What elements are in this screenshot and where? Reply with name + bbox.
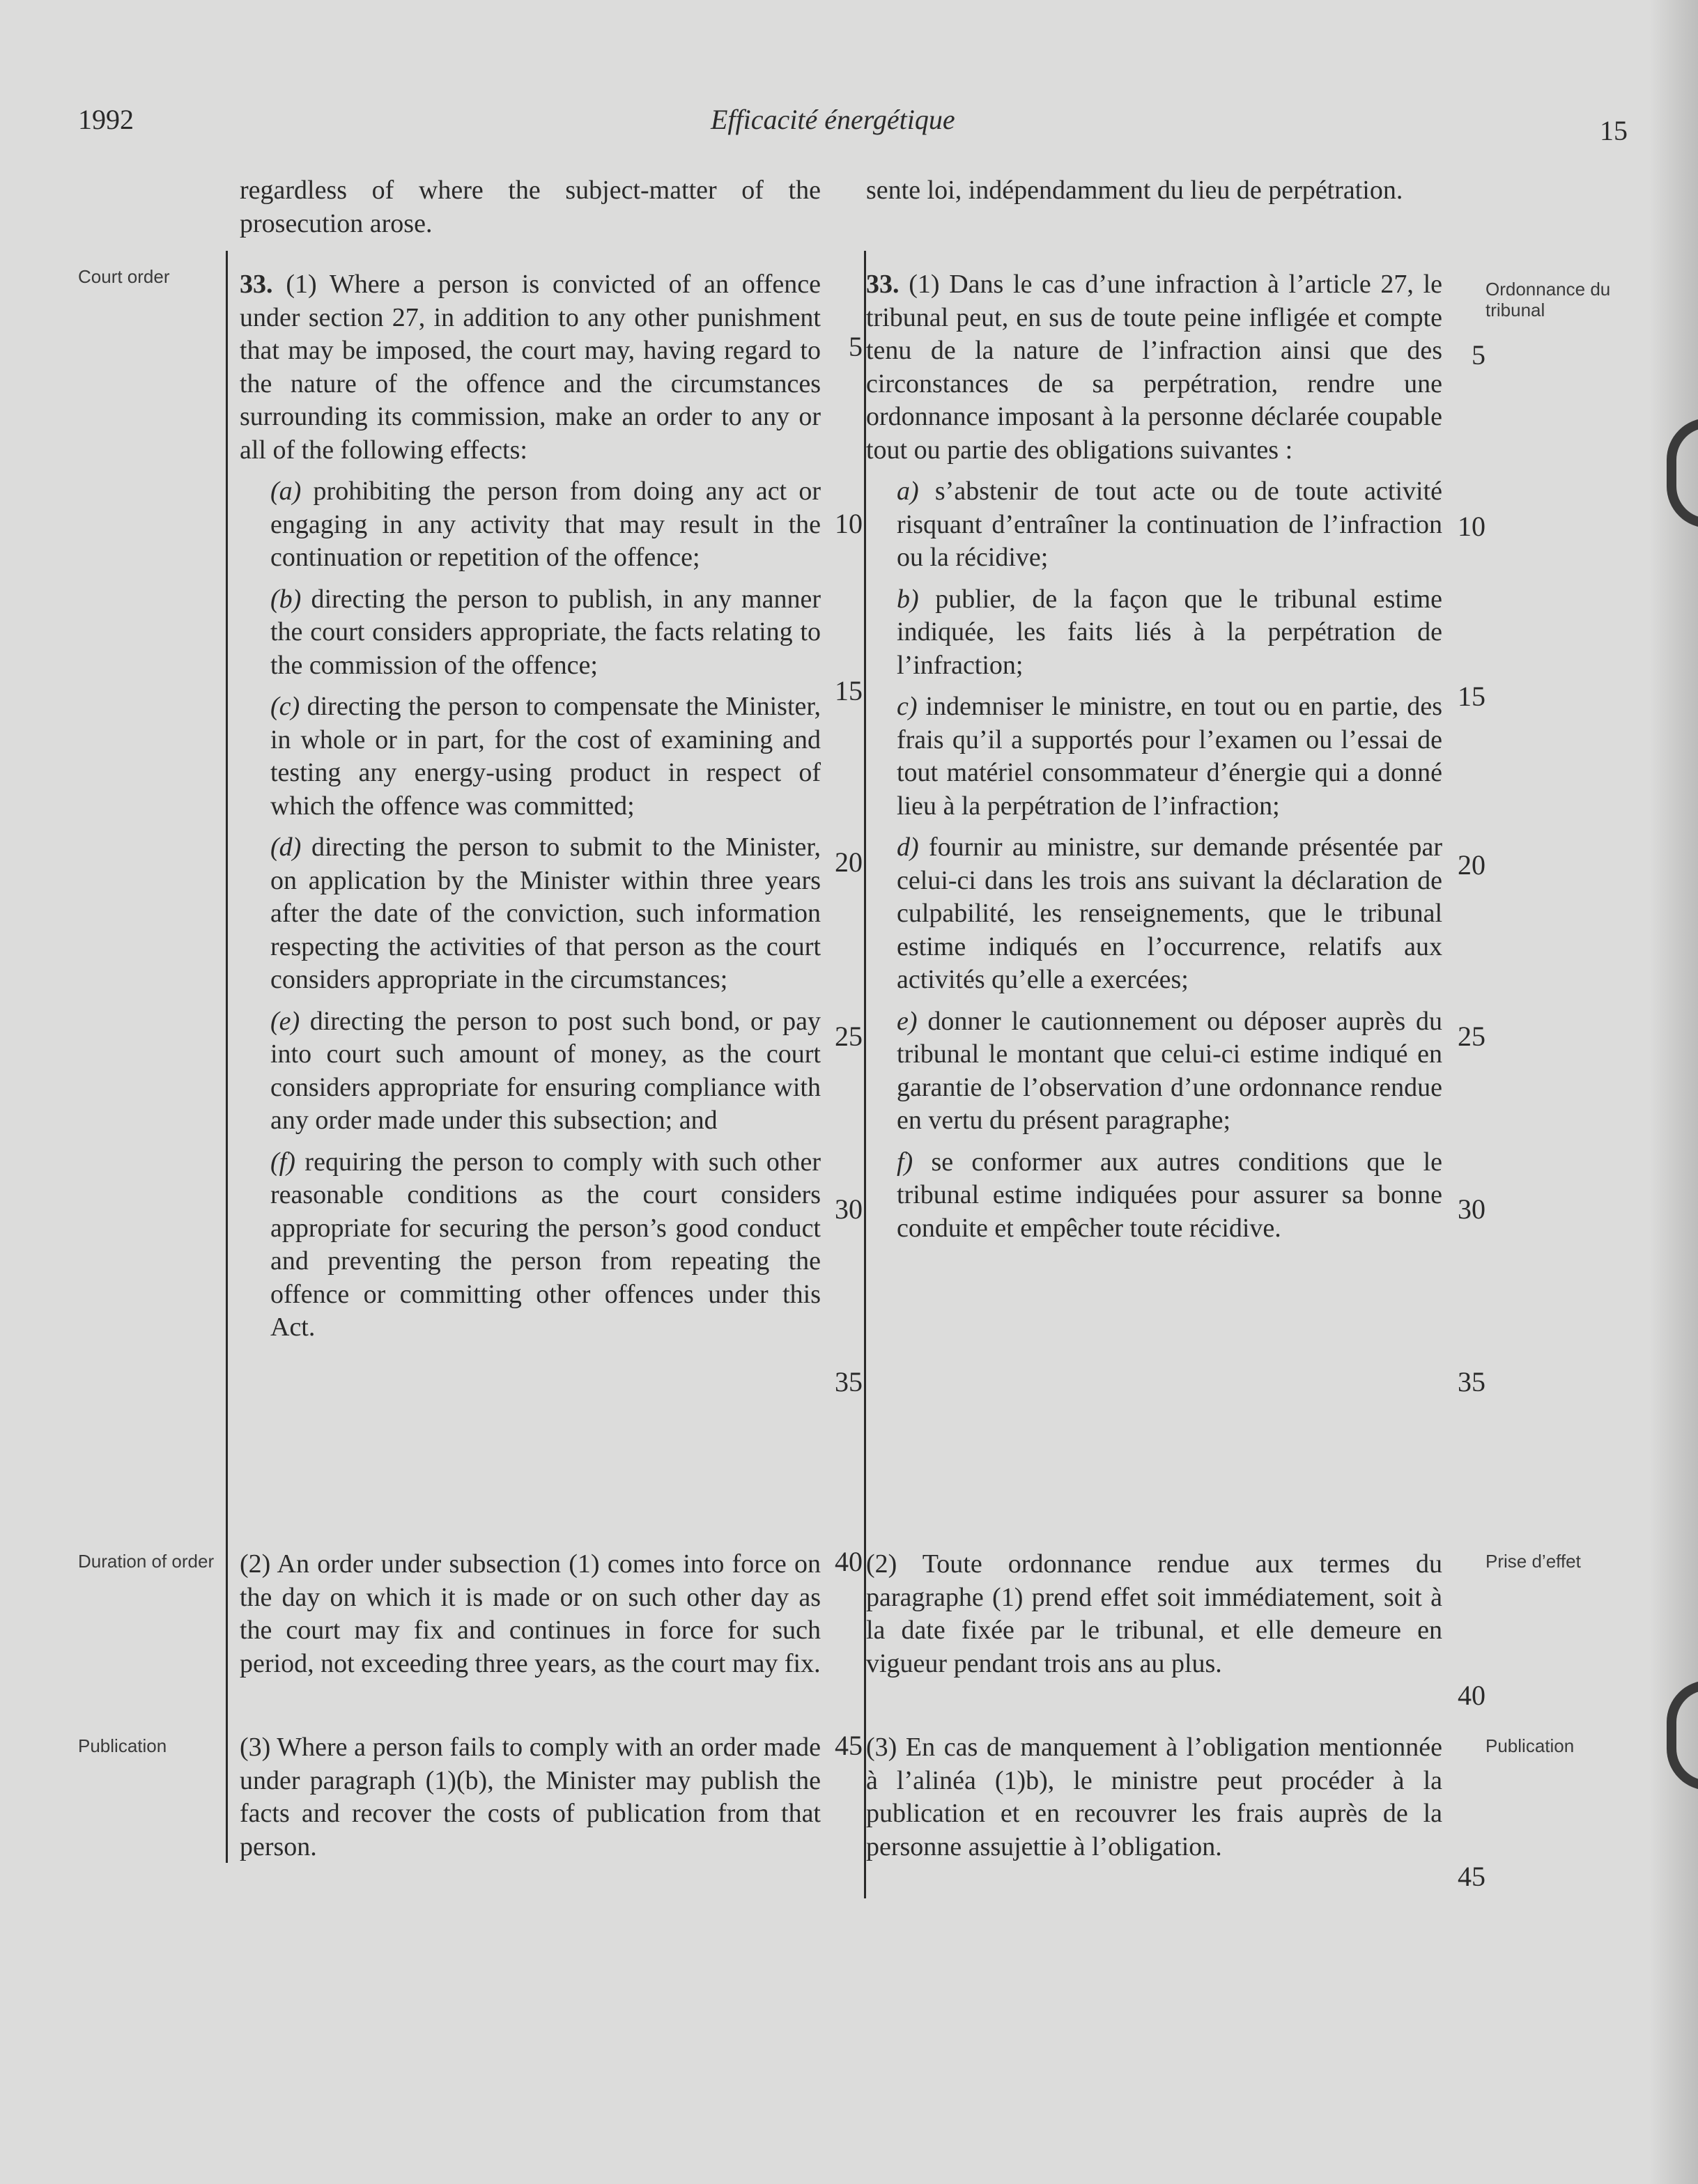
- english-section-33-1: 33. (1) Where a person is convicted of an offence under section 27, in addition to any other punishment that may be imposed, the court may, having regard to the nature of the offence and the circumstances surrounding its commission, make an order to any or all of the following effects: (a) prohibiting the person from doing any act or engaging in any activity that may result in the continuation or repetition of the offence; (b) directing the person to publish, in any manner the court considers appropriate, the facts relating to the commission of the offence; (c) directing the person to compensate the Minister, in whole or in part, for the cost of examining and testing any energy-using product in respect of which the offence was committed; (d) directing the person to submit to the Minister, on application by the Minister within three years after the date of the conviction, such information respecting the activities of that person as the court considers appropriate in the circumstances; (e) directing the person to post such bond, or pay into court such amount of money, as the court considers appropriate for ensuring compliance with any order made under this subsection; and (f) requiring the person to comply with such other reasonable conditions as the court considers appropriate for securing the person’s good conduct and preventing the person from repeating the offence or committing other offences under this Act.: [240, 268, 821, 1345]
- margin-note-publication: Publication: [78, 1735, 167, 1756]
- line-number: 20: [835, 846, 863, 878]
- line-number: 40: [835, 1546, 863, 1577]
- line-number: 30: [1458, 1193, 1485, 1225]
- english-item-d: (d) directing the person to submit to the Minister, on application by the Minister within three years after the date of the conviction, such information respecting the activities of that person as the court considers appropriate in the circumstances;: [270, 832, 821, 994]
- english-item-a: (a) prohibiting the person from doing any act or engaging in any activity that may result in the continuation or repetition of the offence;: [270, 477, 821, 572]
- page-edge-shadow: [1649, 0, 1698, 2184]
- line-number: 15: [1458, 681, 1485, 712]
- left-column-rule: [226, 251, 228, 1863]
- page-number: 15: [1600, 115, 1628, 146]
- line-number: 30: [835, 1193, 863, 1225]
- line-number: 5: [849, 331, 863, 362]
- section-number: 33.: [866, 270, 900, 299]
- line-number: 15: [835, 675, 863, 706]
- french-continuation: sente loi, indépendamment du lieu de perpétration.: [866, 176, 1403, 205]
- margin-note-duration-of-order: Duration of order: [78, 1551, 215, 1572]
- english-continuation: regardless of where the subject-matter of the prosecution arose.: [240, 176, 821, 238]
- english-section-33-2: (2) An order under subsection (1) comes into force on the day on which it is made or on such other day as the court may fix and continues in force for such period, not exceeding three years, as the court may fix.: [240, 1549, 821, 1678]
- french-item-f: f) se conformer aux autres conditions que le tribunal estime indiquées pour assurer sa bonne conduite et empêcher toute récidive.: [897, 1147, 1443, 1243]
- line-number: 45: [835, 1730, 863, 1761]
- header-title: Efficacité énergétique: [711, 104, 955, 135]
- margin-note-court-order: Court order: [78, 266, 170, 287]
- line-number: 35: [835, 1366, 863, 1397]
- line-number: 35: [1458, 1366, 1485, 1397]
- line-number: 10: [1458, 511, 1485, 542]
- french-section-33-2: (2) Toute ordonnance rendue aux termes du paragraphe (1) prend effet soit immédiatement, soit à la date fixée par le tribunal, et elle demeure en vigueur pendant trois ans au plus.: [866, 1549, 1442, 1678]
- english-item-b: (b) directing the person to publish, in any manner the court considers appropriate, the facts relating to the commission of the offence;: [270, 584, 821, 680]
- french-section-33-1: 33. (1) Dans le cas d’une infraction à l’article 27, le tribunal peut, en sus de toute peine infligée et compte tenu de la nature de l’infraction ainsi que des circonstances de sa perpétration, rendre une ordonnance imposant à la personne déclarée coupable tout ou partie des obligations suivantes : a) s’abstenir de tout acte ou de toute activité risquant d’entraîner la continuation de l’infraction ou la récidive; b) publier, de la façon que le tribunal estime indiquée, les faits liés à la perpétration de l’infraction; c) indemniser le ministre, en tout ou en partie, des frais qu’il a supportés pour l’examen ou l’essai de tout matériel consommateur d’énergie qui a donné lieu à la perpétration de l’infraction; d) fournir au ministre, sur demande présentée par celui-ci dans les trois ans suivant la déclaration de culpabilité, les renseignements, que le tribunal estime indiqués en l’occurrence, relatifs aux activités qu’elle a exercées; e) donner le cautionnement ou déposer auprès du tribunal le montant que celui-ci estime indiqué en garantie de l’observation d’une ordonnance rendue en vertu du présent paragraphe; f) se conformer aux autres conditions que le tribunal estime indiquées pour assurer sa bonne conduite et empêcher toute récidive.: [866, 268, 1442, 1245]
- french-item-e: e) donner le cautionnement ou déposer auprès du tribunal le montant que celui-ci estime indiqué en garantie de l’observation d’une ordonnance rendue en vertu du présent paragraphe;: [897, 1006, 1442, 1135]
- french-item-a: a) s’abstenir de tout acte ou de toute activité risquant d’entraîner la continuation de l’infraction ou la récidive;: [897, 477, 1443, 572]
- margin-note-ordonnance-du-tribunal: Ordonnance du tribunal: [1485, 279, 1611, 320]
- line-number: 25: [835, 1021, 863, 1052]
- english-section-33-3: (3) Where a person fails to comply with an order made under paragraph (1)(b), the Minister may publish the facts and recover the costs of publication from that person.: [240, 1733, 821, 1861]
- margin-note-publication-fr: Publication: [1485, 1735, 1575, 1756]
- french-item-b: b) publier, de la façon que le tribunal estime indiquée, les faits liés à la perpétration de l’infraction;: [897, 584, 1442, 680]
- french-item-d: d) fournir au ministre, sur demande présentée par celui-ci dans les trois ans suivant la déclaration de culpabilité, les renseignements, que le tribunal estime indiqués en l’occurrence, relatifs aux activités qu’elle a exercées;: [897, 832, 1443, 994]
- line-number: 10: [835, 508, 863, 539]
- french-item-c: c) indemniser le ministre, en tout ou en partie, des frais qu’il a supportés pour l’examen ou l’essai de tout matériel consommateur d’énergie qui a donné lieu à la perpétration de l’infraction;: [897, 692, 1442, 821]
- line-number: 25: [1458, 1021, 1485, 1052]
- english-item-f: (f) requiring the person to comply with such other reasonable conditions as the court considers appropriate for securing the person’s good conduct and preventing the person from repeating the offence or committing other offences under this Act.: [270, 1147, 821, 1342]
- line-number: 5: [1472, 339, 1485, 371]
- line-number: 40: [1458, 1680, 1485, 1711]
- french-section-33-3: (3) En cas de manquement à l’obligation mentionnée à l’alinéa (1)b), le ministre peut procéder à la publication et en recouvrer les frais auprès de la personne assujettie à l’obligation.: [866, 1733, 1442, 1861]
- line-number: 45: [1458, 1861, 1485, 1892]
- section-number: 33.: [240, 270, 273, 299]
- english-item-e: (e) directing the person to post such bond, or pay into court such amount of money, as the court considers appropriate for ensuring compliance with any order made under this subsection; and: [270, 1006, 821, 1135]
- margin-note-prise-d-effet: Prise d’effet: [1485, 1551, 1581, 1572]
- line-number: 20: [1458, 849, 1485, 881]
- header-year: 1992: [78, 104, 134, 135]
- english-item-c: (c) directing the person to compensate the Minister, in whole or in part, for the cost of examining and testing any energy-using product in respect of which the offence was committed;: [270, 692, 821, 821]
